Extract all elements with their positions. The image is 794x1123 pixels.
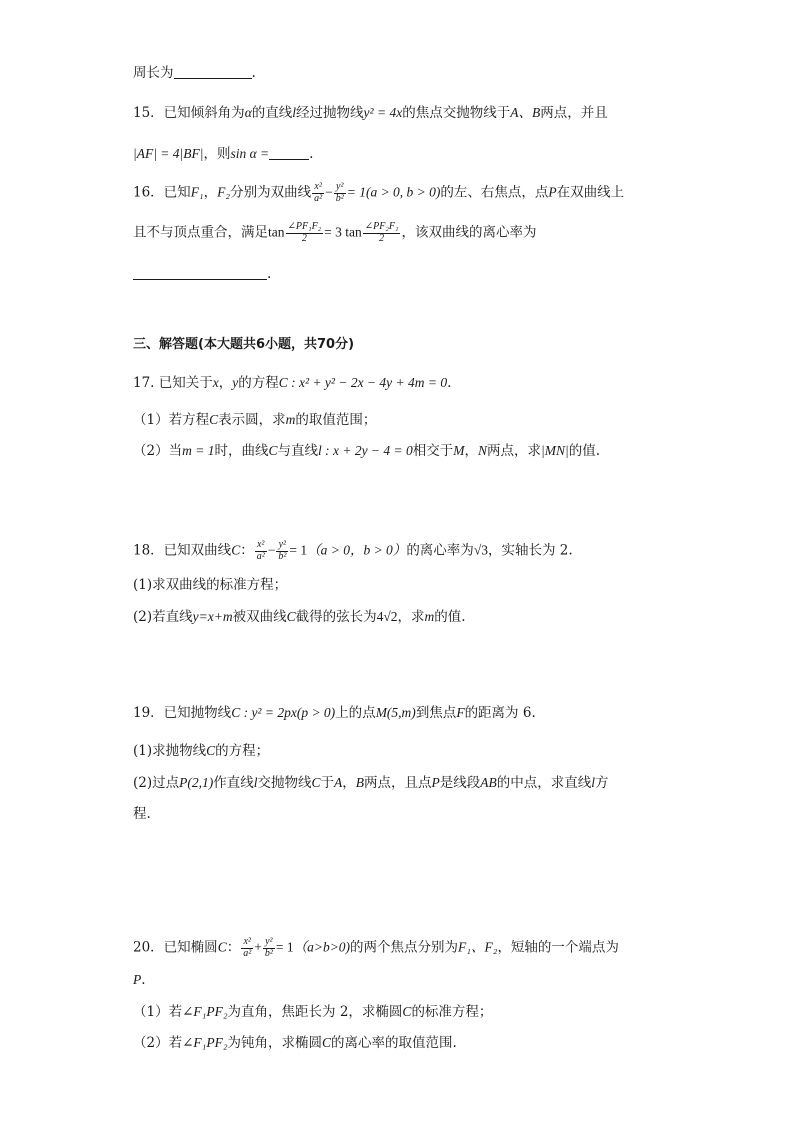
q17-y: y: [232, 375, 239, 390]
q15-condition: |AF| = 4|BF|: [133, 146, 204, 161]
q18-m: m: [424, 609, 435, 624]
q16-angle-frac-1: $\frac{\text{∠PF₁F₂}}{2}$: [287, 221, 322, 244]
q17-equation: C : x² + y² − 2x − 4y + 4m = 0: [278, 375, 448, 390]
q16-text: ，该双曲线的离心率为: [401, 224, 537, 241]
answer-blank[interactable]: [269, 159, 309, 160]
q18-c: C: [286, 609, 296, 624]
q14-tail-line: [133, 67, 256, 81]
q19-text: 的中点，求直线: [496, 775, 592, 791]
answer-blank[interactable]: [133, 279, 267, 280]
q16-text: 的左、右焦点，点: [440, 184, 549, 201]
q16-text: 且不与顶点重合，满足: [133, 224, 268, 241]
q19-text: 于: [320, 775, 335, 791]
q19-point-p: P(2,1): [179, 775, 214, 790]
q15-text: ，则: [203, 146, 231, 162]
q17-text: 17. 已知关于: [133, 375, 213, 391]
q17-mn: |MN|: [541, 443, 569, 458]
q17-point-m: M: [453, 443, 465, 458]
answer-blank[interactable]: [174, 78, 252, 79]
q17-text: 的取值范围；: [295, 412, 377, 428]
q19-c: C: [206, 743, 216, 758]
q17-text: ，: [218, 375, 233, 391]
q18-part-1: (1)求双曲线的标准方程；: [133, 577, 288, 593]
q15-text: 经过抛物线: [296, 105, 364, 121]
q16-text: ，: [203, 184, 218, 201]
q18-text: ，求: [397, 609, 425, 625]
q18-text: 的值.: [434, 609, 466, 625]
q16-line-3: [133, 268, 271, 282]
q17-c: C: [268, 443, 278, 458]
q16-f1: F₁: [190, 184, 204, 200]
q20-text: 20．已知椭圆: [133, 939, 218, 956]
q19-text: 作直线: [213, 775, 254, 791]
q19-text: ，: [342, 775, 356, 791]
q20-text: 的离心率的取值范围.: [331, 1035, 457, 1051]
q16-text: 分别为双曲线: [230, 184, 312, 201]
q19-part-2: [133, 776, 609, 791]
q17-text: （2）当: [133, 443, 183, 459]
q20-plus: +: [254, 939, 262, 955]
q19-text: 交抛物线: [257, 775, 312, 791]
q15-sin-alpha: sin α =: [230, 146, 270, 161]
q20-text: 的两个焦点分别为: [350, 939, 459, 956]
q20-foci: F₁、F₂: [458, 939, 498, 955]
q17-text: .: [447, 375, 452, 391]
q18-chord: 4√2: [376, 609, 398, 624]
q16-f2: F₂: [217, 184, 231, 200]
q20-text: .: [141, 972, 146, 988]
q20-part-2: [133, 1036, 457, 1051]
q16-text: 在双曲线上: [556, 184, 625, 201]
q20-text: 为钝角，求椭圆: [227, 1035, 323, 1051]
q14-suffix: .: [251, 65, 256, 81]
q16-tan: tan: [268, 224, 285, 240]
q17-part-1: [133, 413, 376, 428]
q17-text: 表示圆，求: [218, 412, 286, 428]
q15-text: 15．已知倾斜角为: [133, 105, 245, 121]
q20-p: P: [133, 972, 142, 987]
q15-alpha: α: [244, 105, 252, 120]
q18-text: (2)若直线: [133, 609, 193, 625]
q19-p: P: [431, 775, 440, 790]
q18-c: C: [231, 542, 241, 558]
q19-parabola: C : y² = 2px(p > 0): [231, 705, 336, 720]
q15-text: .: [309, 146, 314, 162]
q18-text: 截得的弦长为: [295, 609, 377, 625]
q20-frac-x: $\frac{\text{x²}}{\text{a²}}$: [243, 936, 252, 959]
q17-m: m: [285, 412, 296, 427]
q15-text: 两点，并且: [540, 105, 608, 121]
section-title: 三、解答题(本大题共6小题，共70分): [133, 337, 355, 352]
q18-text: 的离心率为: [406, 542, 474, 559]
q14-prefix: 周长为: [133, 65, 174, 81]
q16-angle-frac-2: $\frac{\text{∠PF₂F₁}}{2}$: [364, 221, 399, 244]
q19-b: B: [355, 775, 365, 790]
q19-text: 的方程；: [215, 743, 270, 759]
q20-stem-cont: [133, 973, 146, 988]
q19-f: F: [456, 705, 465, 720]
q20-c: C: [217, 939, 227, 955]
q17-point-n: N: [478, 443, 488, 458]
q16-frac-x: $\frac{\text{x²}}{\text{a²}}$: [314, 181, 323, 204]
q17-c: C: [209, 412, 219, 427]
q18-minus: −: [267, 542, 276, 558]
q18-sqrt3: √3: [473, 542, 488, 558]
q18-frac-y: $\frac{\text{y²}}{\text{b²}}$: [278, 539, 287, 562]
q17-x: x: [212, 375, 219, 390]
q17-text: 两点，求: [487, 443, 542, 459]
q20-text: （1）若: [133, 1004, 183, 1020]
q20-angle: ∠F₁PF₂: [182, 1035, 228, 1050]
q20-text: （2）若: [133, 1035, 183, 1051]
q19-a: A: [334, 775, 343, 790]
q19-text: 上的点: [335, 705, 376, 721]
q18-eq: = 1: [289, 542, 308, 558]
q20-text: ：: [226, 939, 241, 956]
q18-condition: （a > 0，b > 0）: [307, 542, 407, 558]
q18-text: ：: [240, 542, 254, 559]
q19-stem: [133, 706, 536, 721]
q15-text: 的直线: [251, 105, 293, 121]
q19-text: 方: [595, 775, 609, 791]
q19-text: 两点，且点: [364, 775, 432, 791]
q19-text: 到焦点: [415, 705, 457, 721]
q15-points-ab: A、B: [510, 105, 541, 120]
q15-text: 的焦点交抛物线于: [402, 105, 511, 121]
q15-line-2: [133, 147, 313, 162]
q20-c: C: [322, 1035, 332, 1050]
q18-frac-x: $\frac{\text{x²}}{\text{a²}}$: [256, 539, 265, 562]
q16-frac-y: $\frac{\text{y²}}{\text{b²}}$: [335, 181, 344, 204]
q17-text: 与直线: [277, 443, 318, 459]
q17-m-eq: m = 1: [182, 443, 215, 458]
q16-text: 16．已知: [133, 184, 191, 201]
q16-condition: = 1(a > 0, b > 0): [346, 184, 441, 200]
q17-text: 的值.: [568, 443, 601, 459]
q16-tan-eq: = 3 tan: [324, 224, 362, 240]
q17-part-2: [133, 444, 600, 459]
q19-text: (2)过点: [133, 775, 180, 791]
q20-frac-y: $\frac{\text{y²}}{\text{b²}}$: [264, 936, 273, 959]
q20-text: 为直角，焦距长为 2，求椭圆: [227, 1004, 403, 1020]
q19-l: l: [253, 775, 258, 790]
q20-text: 的标准方程；: [411, 1004, 493, 1020]
q20-part-1: [133, 1005, 492, 1020]
q19-text: (1)求抛物线: [133, 743, 207, 759]
q17-stem: [133, 376, 451, 391]
q15-line-l: l: [292, 105, 297, 120]
q20-c: C: [402, 1004, 412, 1019]
q16-line-1: [133, 182, 624, 204]
q20-eq: = 1: [275, 939, 294, 955]
q17-text: 相交于: [412, 443, 454, 459]
q19-text: 19．已知抛物线: [133, 705, 232, 721]
q18-line: y=x+m: [192, 609, 233, 624]
q15-parabola-equation: y² = 4x: [363, 105, 403, 120]
q16-line-2: [133, 222, 536, 244]
q15-line-1: [133, 106, 608, 121]
q19-part-2-cont: 程.: [133, 806, 151, 822]
q19-ab: AB: [480, 775, 497, 790]
q20-angle: ∠F₁PF₂: [182, 1004, 228, 1019]
q17-line-equation: l : x + 2y − 4 = 0: [317, 443, 413, 458]
q16-text: .: [267, 266, 272, 282]
q17-text: 的方程: [238, 375, 279, 391]
q17-text: 时，曲线: [214, 443, 269, 459]
q17-text: ，: [464, 443, 479, 459]
q19-c: C: [311, 775, 321, 790]
q18-stem: [133, 540, 573, 562]
q18-text: 被双曲线: [232, 609, 287, 625]
q20-condition: （a>b>0): [293, 939, 351, 955]
q16-minus: −: [325, 184, 333, 200]
q19-text: 是线段: [439, 775, 481, 791]
q20-stem: [133, 937, 619, 959]
q19-part-1: [133, 744, 269, 759]
q18-text: 18．已知双曲线: [133, 542, 232, 559]
q20-text: ，短轴的一个端点为: [497, 939, 619, 956]
q18-part-2: [133, 610, 466, 625]
q19-text: 的距离为 6.: [464, 705, 536, 721]
q19-point-m: M(5,m): [375, 705, 416, 720]
q18-text: ，实轴长为 2.: [487, 542, 573, 559]
q17-text: （1）若方程: [133, 412, 210, 428]
q19-l: l: [591, 775, 596, 790]
q16-point-p: P: [548, 184, 557, 200]
